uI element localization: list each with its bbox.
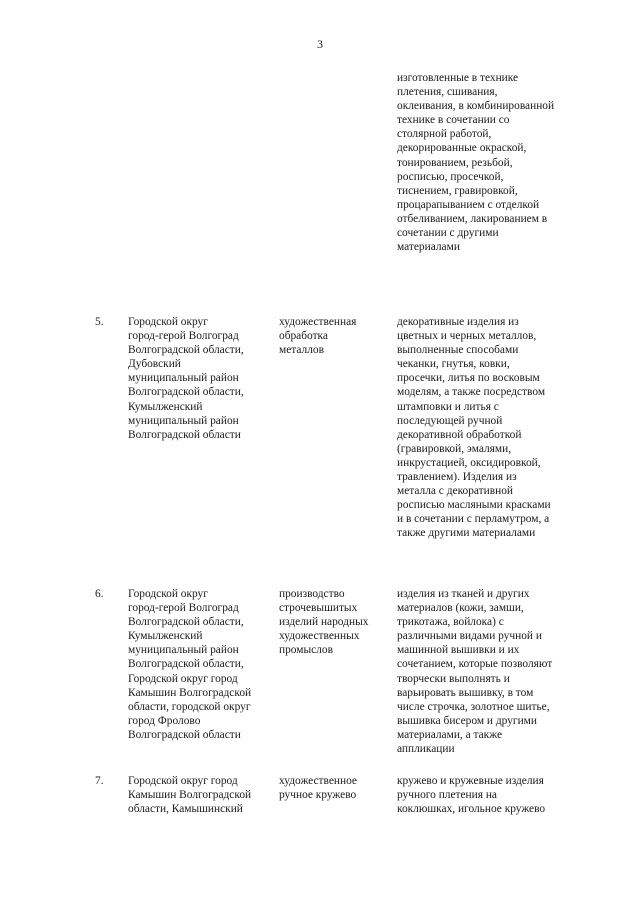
- text-line: отбеливанием, лакированием в: [397, 212, 548, 225]
- text-line: инкрустацией, оксидировкой,: [397, 456, 541, 469]
- text-line: области, городской округ: [128, 700, 251, 713]
- row-5-description: [397, 315, 551, 541]
- text-line: моделям, а также посредством: [397, 386, 546, 399]
- text-line: материалами, а также: [397, 728, 502, 741]
- text-line: Волгоградской области,: [128, 344, 244, 357]
- text-line: аппликации: [397, 743, 455, 756]
- text-line: Волгоградской области,: [128, 658, 244, 671]
- text-line: Городской округ город: [128, 775, 238, 787]
- text-line: Кумылженский: [128, 630, 203, 643]
- row-5-number: 5.: [95, 316, 104, 328]
- text-line: художественная: [279, 316, 357, 328]
- text-line: муниципальный район: [128, 414, 239, 427]
- text-line: просечки, литья по восковым: [397, 372, 540, 385]
- row-7-type: [279, 774, 357, 802]
- text-line: художественное: [279, 775, 357, 787]
- text-line: металлов: [279, 344, 324, 357]
- text-line: Городской округ: [128, 316, 208, 328]
- text-line: декоративные изделия из: [397, 316, 519, 328]
- text-line: выполненные способами: [397, 344, 519, 357]
- text-line: тонированием, резьбой,: [397, 156, 513, 169]
- text-line: штамповки и литья с: [397, 400, 499, 413]
- text-line: области, Камышинский: [128, 803, 243, 816]
- text-line: ручного плетения на: [397, 789, 497, 802]
- text-line: город Фролово: [128, 714, 201, 727]
- text-line: Волгоградской области: [128, 428, 241, 441]
- page-number: 3: [317, 37, 323, 51]
- text-line: травлением). Изделия из: [397, 471, 517, 484]
- text-line: цветных и черных металлов,: [397, 330, 537, 343]
- text-line: росписью масляными красками: [397, 499, 551, 512]
- text-line: чеканки, гнутья, ковки,: [397, 358, 510, 371]
- text-line: также другими материалами: [397, 527, 536, 540]
- text-line: Камышин Волгоградской: [128, 789, 252, 802]
- row-7-description: [397, 774, 545, 816]
- text-line: Кумылженский: [128, 400, 203, 413]
- text-line: сочетанием, которые позволяют: [397, 658, 553, 671]
- text-line: кружево и кружевные изделия: [397, 775, 544, 787]
- continuation-description: [397, 71, 554, 254]
- text-line: муниципальный район: [128, 372, 239, 385]
- text-line: вышивка бисером и другими: [397, 714, 537, 727]
- text-line: тиснением, гравировкой,: [397, 184, 518, 197]
- text-line: металла с декоративной: [397, 485, 514, 498]
- text-line: творчески выполнять и: [397, 672, 510, 685]
- text-line: город-герой Волгоград: [128, 602, 239, 615]
- text-line: оклеивания, в комбинированной: [397, 100, 555, 113]
- text-line: художественных: [279, 630, 360, 643]
- row-6-description: [397, 587, 552, 756]
- text-line: (гравировкой, эмалями,: [397, 442, 512, 455]
- text-line: декорированные окраской,: [397, 142, 527, 155]
- text-line: ручное кружево: [279, 789, 357, 802]
- text-line: трикотажа, войлока) с: [397, 616, 504, 629]
- text-line: различными видами ручной и: [397, 630, 542, 643]
- text-line: производство: [279, 588, 345, 600]
- row-5-area: [128, 315, 244, 442]
- text-line: варьировать вышивку, в том: [397, 686, 534, 699]
- text-line: материалов (кожи, замши,: [397, 602, 524, 615]
- text-line: столярной работой,: [397, 128, 492, 141]
- row-6-area: [128, 587, 251, 742]
- text-line: изготовленные в технике: [397, 72, 519, 84]
- text-line: промыслов: [279, 644, 333, 657]
- text-line: числе строчка, золотное шитье,: [397, 700, 550, 713]
- text-line: обработка: [279, 330, 328, 343]
- text-line: изделий народных: [279, 616, 369, 629]
- text-line: Городской округ: [128, 588, 208, 600]
- text-line: сочетании с другими: [397, 227, 499, 240]
- row-6-number: 6.: [95, 588, 104, 600]
- text-line: Волгоградской области,: [128, 616, 244, 629]
- text-line: декоративной обработкой: [397, 428, 522, 441]
- row-7-number: 7.: [95, 775, 104, 787]
- text-line: Городской округ город: [128, 672, 238, 685]
- row-6-type: [279, 587, 368, 657]
- text-line: изделия из тканей и других: [397, 588, 530, 600]
- text-line: материалами: [397, 241, 460, 254]
- row-7-area: [128, 774, 251, 816]
- text-line: коклюшках, игольное кружево: [397, 803, 546, 816]
- row-5-type: [279, 315, 356, 357]
- text-line: плетения, сшивания,: [397, 86, 498, 99]
- text-line: Дубовский: [128, 358, 181, 371]
- text-line: машинной вышивки и их: [397, 644, 520, 657]
- text-line: росписью, просечкой,: [397, 170, 504, 183]
- text-line: Волгоградской области: [128, 728, 241, 741]
- text-line: муниципальный район: [128, 644, 239, 657]
- text-line: Волгоградской области,: [128, 386, 244, 399]
- text-line: технике в сочетании со: [397, 114, 510, 127]
- text-line: строчевышитых: [279, 602, 358, 615]
- text-line: процарапыванием с отделкой: [397, 198, 540, 211]
- text-line: Камышин Волгоградской: [128, 686, 252, 699]
- text-line: и в сочетании с перламутром, а: [397, 513, 550, 526]
- text-line: последующей ручной: [397, 414, 503, 427]
- text-line: город-герой Волгоград: [128, 330, 239, 343]
